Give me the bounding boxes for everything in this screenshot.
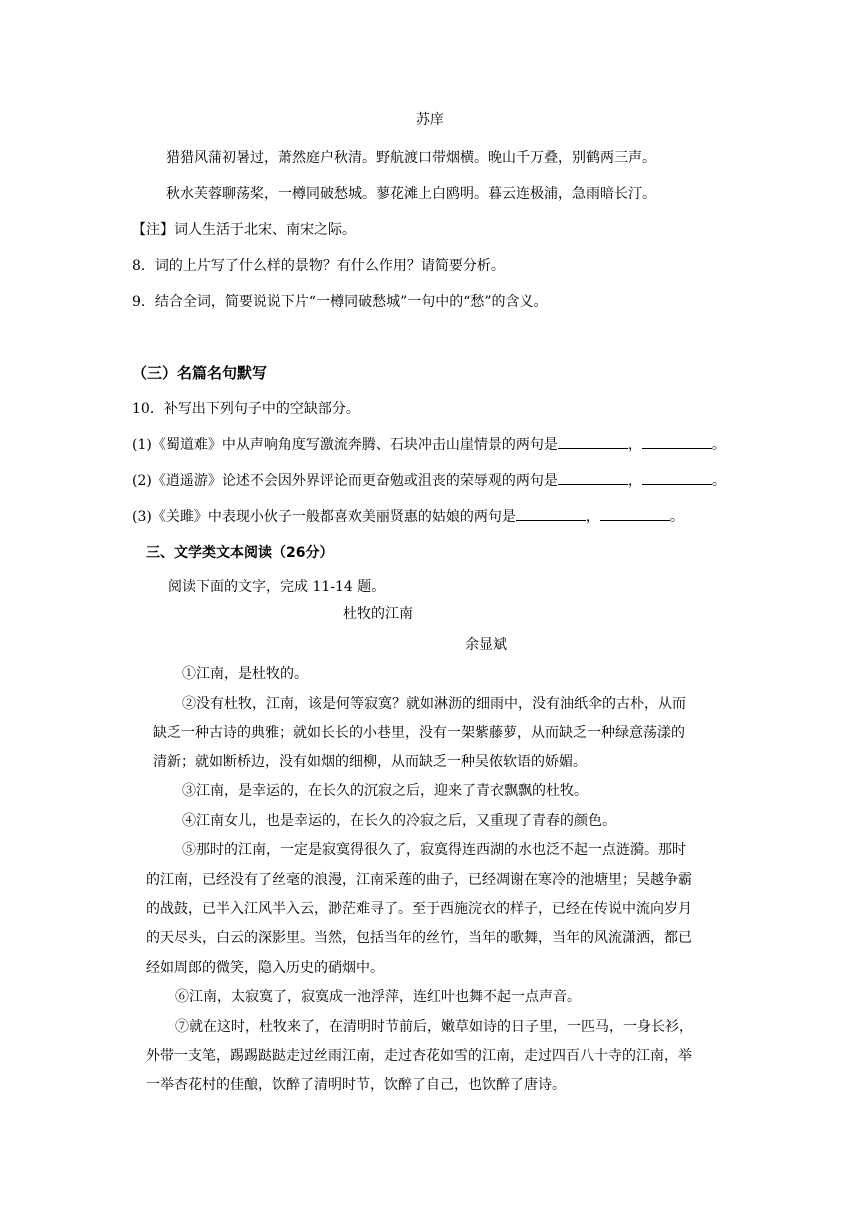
instruction: 阅读下面的文字，完成 11-14 题。 (168, 579, 386, 595)
fill-item-1-text: (1)《蜀道难》中从声响角度写激流奔腾、石块冲击山崖情景的两句是 (132, 437, 558, 453)
question-8: 8．词的上片写了什么样的景物？有什么作用？请简要分析。 (132, 258, 505, 274)
paragraph-7-line-3: 一举杏花村的佳酿，饮醉了清明时节，饮醉了自己，也饮醉了唐诗。 (146, 1077, 566, 1093)
paragraph-4: ④江南女儿，也是幸运的，在长久的冷寂之后，又重现了青春的颜色。 (182, 813, 616, 829)
comma: ， (627, 473, 642, 489)
question-9: 9．结合全词，简要说说下片“一樽同破愁城”一句中的“愁”的含义。 (132, 294, 548, 310)
fill-item-2-text: (2)《逍遥游》论述不会因外界评论而更奋勉或沮丧的荣辱观的两句是 (132, 473, 558, 489)
poem-note: 【注】词人生活于北宋、南宋之际。 (132, 222, 356, 238)
poem-line-2: 秋水芙蓉聊荡桨，一樽同破愁城。蓼花滩上白鸥明。暮云连极浦，急雨暗长汀。 (166, 186, 656, 202)
answer-blank[interactable] (516, 508, 586, 521)
fill-item-1 (132, 435, 726, 455)
part-3-heading: 三、文学类文本阅读（26分） (146, 545, 334, 561)
answer-blank[interactable] (642, 472, 712, 485)
fill-item-3 (132, 507, 684, 527)
paragraph-6: ⑥江南，太寂寞了，寂寞成一池浮萍，连红叶也舞不起一点声音。 (175, 989, 581, 1005)
period: 。 (711, 437, 726, 453)
article-author: 余显斌 (465, 637, 507, 653)
answer-blank[interactable] (600, 508, 670, 521)
paragraph-1: ①江南，是杜牧的。 (182, 666, 308, 682)
paragraph-5-line-3: 的战鼓，已半入江风半入云，渺茫难寻了。至于西施浣衣的样子，已经在传说中流向岁月 (146, 901, 692, 917)
answer-blank[interactable] (558, 472, 628, 485)
paragraph-5-line-1: ⑤那时的江南，一定是寂寞得很久了，寂寞得连西湖的水也泛不起一点涟漪。那时 (182, 842, 686, 858)
question-10: 10．补写出下列句子中的空缺部分。 (132, 401, 360, 417)
poem-line-1: 猎猎风蒲初暑过，萧然庭户秋清。野航渡口带烟横。晚山千万叠，别鹤两三声。 (166, 150, 656, 166)
fill-item-3-text: (3)《关雎》中表现小伙子一般都喜欢美丽贤惠的姑娘的两句是 (132, 509, 516, 525)
paragraph-2-line-2: 缺乏一种古诗的典雅；就如长长的小巷里，没有一架紫藤萝，从而缺乏一种绿意荡漾的 (153, 725, 685, 741)
paragraph-7-line-1: ⑦就在这时，杜牧来了，在清明时节前后，嫩草如诗的日子里，一匹马，一身长衫， (175, 1019, 693, 1035)
fill-item-2 (132, 471, 726, 491)
paragraph-5-line-2: 的江南，已经没有了丝毫的浪漫，江南采莲的曲子，已经凋谢在寒冷的池塘里；吴越争霸 (146, 872, 692, 888)
answer-blank[interactable] (642, 436, 712, 449)
comma: ， (585, 509, 600, 525)
paragraph-2-line-1: ②没有杜牧，江南，该是何等寂寞？就如淋沥的细雨中，没有油纸伞的古朴，从而 (182, 696, 686, 712)
period: 。 (669, 509, 684, 525)
paragraph-5-line-5: 经如周郎的微笑，隐入历史的硝烟中。 (146, 960, 384, 976)
period: 。 (711, 473, 726, 489)
paragraph-5-line-4: 的天尽头，白云的深影里。当然，包括当年的丝竹，当年的歌舞，当年的风流潇洒，都已 (146, 930, 692, 946)
section-3-heading: （三）名篇名句默写 (132, 364, 268, 382)
answer-blank[interactable] (558, 436, 628, 449)
article-title: 杜牧的江南 (343, 606, 413, 622)
paragraph-2-line-3: 清新；就如断桥边，没有如烟的细柳，从而缺乏一种吴侬软语的娇媚。 (153, 754, 587, 770)
poem-author: 苏庠 (416, 112, 444, 128)
comma: ， (627, 437, 642, 453)
paragraph-7-line-2: 外带一支笔，踢踢跶跶走过丝雨江南，走过杏花如雪的江南，走过四百八十寺的江南，举 (146, 1048, 692, 1064)
paragraph-3: ③江南，是幸运的，在长久的沉寂之后，迎来了青衣飘飘的杜牧。 (182, 783, 588, 799)
